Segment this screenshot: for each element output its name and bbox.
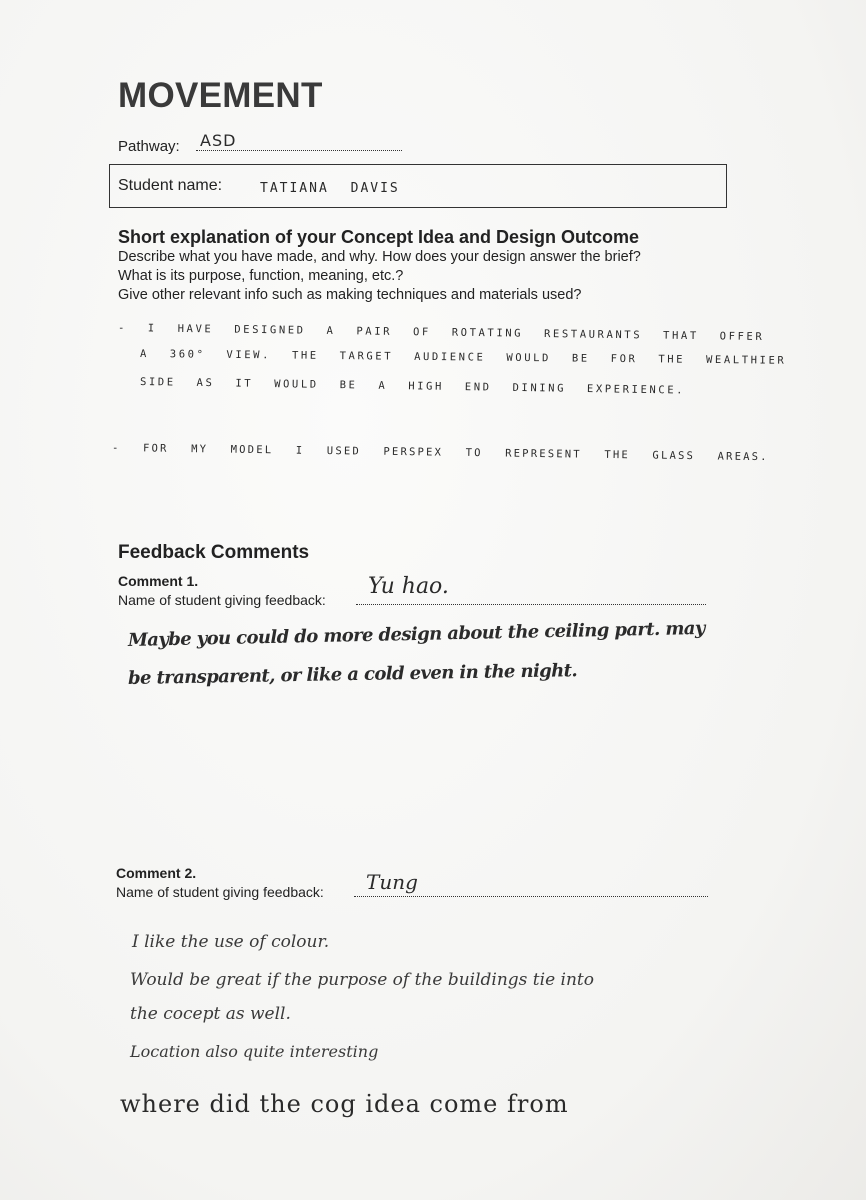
concept-question: Give other relevant info such as making techniques and materials used?: [118, 287, 582, 303]
student-name-label: Student name:: [118, 177, 223, 194]
comment-2-text-line: Would be great if the purpose of the buildings tie into: [130, 970, 594, 990]
comment-1-text-line: be transparent, or like a cold even in the night.: [127, 660, 578, 689]
student-name-box: [109, 164, 727, 208]
feedback-heading: Feedback Comments: [118, 542, 310, 563]
comment-1-name-label: Name of student giving feedback:: [118, 592, 326, 608]
comment-1-dotted-line: [356, 604, 706, 605]
comment-1-author: Yu hao.: [368, 574, 449, 599]
concept-question: Describe what you have made, and why. How does your design answer the brief?: [118, 249, 641, 265]
pathway-label: Pathway:: [118, 138, 180, 155]
concept-answer-line: SIDE AS IT WOULD BE A HIGH END DINING EXPERIENCE.: [139, 376, 686, 397]
comment-2-text-line: where did the cog idea come from: [120, 1090, 569, 1118]
comment-1-title: Comment 1.: [118, 573, 199, 589]
comment-2-text-line: Location also quite interesting: [130, 1042, 379, 1061]
concept-heading: Short explanation of your Concept Idea and Design Outcome: [118, 227, 640, 247]
comment-2-name-label: Name of student giving feedback:: [116, 884, 324, 900]
concept-answer-line: - FOR MY MODEL I USED PERSPEX TO REPRESENT THE GLASS AREAS.: [111, 442, 769, 464]
concept-answer-line: A 360° VIEW. THE TARGET AUDIENCE WOULD BE FOR THE WEALTHIER: [139, 348, 787, 367]
student-name-value: TATIANA DAVIS: [260, 181, 400, 196]
comment-2-text-line: I like the use of colour.: [132, 932, 330, 952]
comment-2-text-line: the cocept as well.: [130, 1004, 291, 1024]
comment-2-title: Comment 2.: [116, 865, 197, 881]
pathway-dotted-line: [196, 150, 402, 151]
comment-2-dotted-line: [354, 896, 708, 897]
comment-1-text-line: Maybe you could do more design about the ceiling part. may: [127, 617, 705, 651]
page-title: MOVEMENT: [118, 76, 323, 115]
concept-question: What is its purpose, function, meaning, etc.?: [118, 268, 404, 284]
comment-2-author: Tung: [366, 870, 418, 894]
pathway-value: ASD: [200, 131, 237, 150]
concept-answer-line: - I HAVE DESIGNED A PAIR OF ROTATING RESTAURANTS THAT OFFER: [117, 322, 765, 344]
